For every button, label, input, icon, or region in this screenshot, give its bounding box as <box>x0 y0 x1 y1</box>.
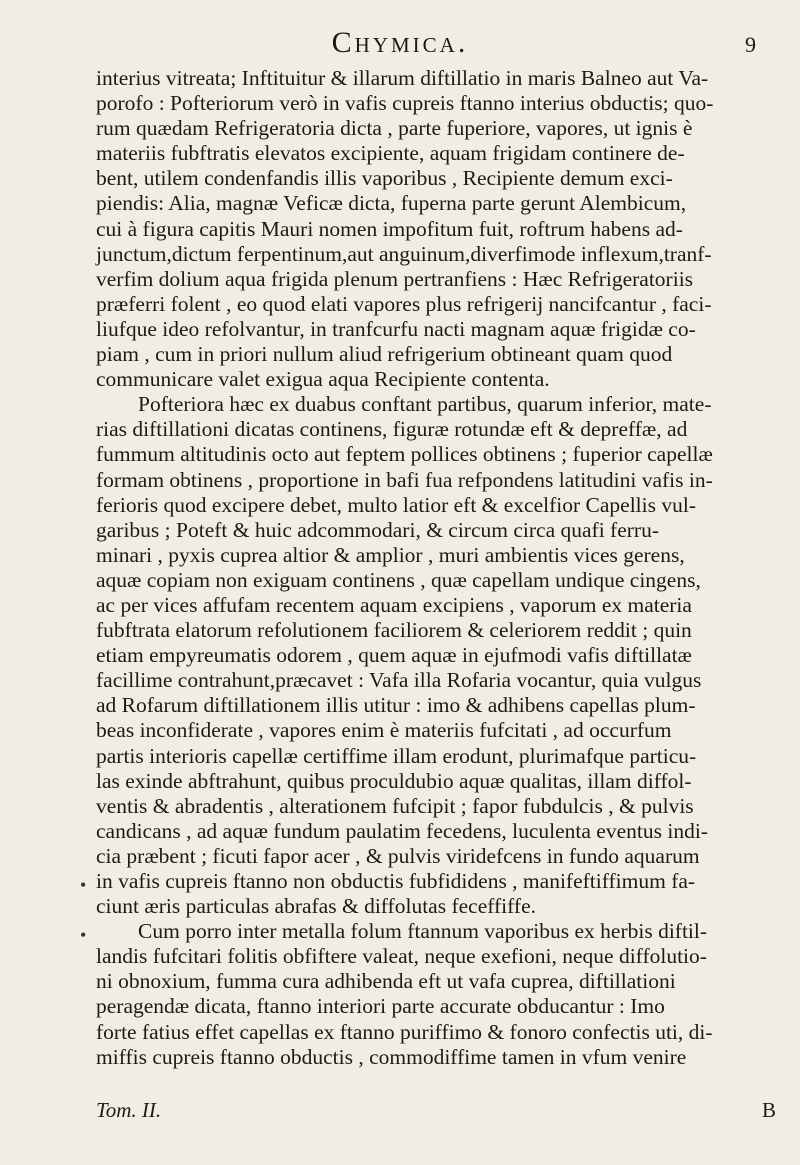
text-line: in vafis cupreis ftanno non obductis fubfididens , manifeftiffimum fa- <box>96 869 696 893</box>
text-line: porofo : Pofteriorum verò in vafis cupreis ftanno interius obductis; quo- <box>96 91 714 116</box>
text-line: candicans , ad aquæ fundum paulatim fecedens, luculenta eventus indi- <box>96 818 708 843</box>
text-line: cui à figura capitis Mauri nomen impofitum fuit, roftrum habens ad- <box>96 216 683 241</box>
text-line: ferioris quod excipere debet, multo latior eft & excelfior Capellis vul- <box>96 492 697 517</box>
page-number: 9 <box>745 32 756 57</box>
running-title: Chymica. <box>331 26 469 59</box>
page-header <box>0 20 800 60</box>
text-line: peragendæ dicata, ftanno interiori parte accurate obducantur : Imo <box>96 994 665 1019</box>
volume-mark: Tom. II. <box>96 1098 162 1122</box>
text-line: rum quædam Refrigeratoria dicta , parte fuperiore, vapores, ut ignis è <box>96 116 693 141</box>
text-line: junctum,dictum ferpentinum,aut anguinum,diverfimode inflexum,tranf- <box>96 241 712 266</box>
text-line: liufque ideo refolvantur, in tranfcurfu nacti magnam aquæ frigidæ co- <box>96 316 696 341</box>
signature-mark: B <box>761 1098 776 1122</box>
text-line: facillime contrahunt,præcavet : Vafa illa Rofaria vocantur, quia vulgus <box>96 668 702 693</box>
text-line: communicare valet exigua aqua Recipiente contenta. <box>96 367 550 392</box>
text-line: piam , cum in priori nullum aliud refrigerium obtineant quam quod <box>96 342 673 367</box>
text-line: rias diftillationi dicatas continens, figuræ rotundæ eft & depreffæ, ad <box>96 417 688 442</box>
text-line: miffis cupreis ftanno obductis , commodiffime tamen in vfum venire <box>96 1044 687 1069</box>
text-line: interius vitreata; Inftituitur & illarum diftillatio in maris Balneo aut Va- <box>96 66 709 90</box>
text-line: ni obnoxium, fumma cura adhibenda eft ut vafa cuprea, diftillationi <box>96 969 676 994</box>
margin-mark: • <box>80 875 87 895</box>
text-line: etiam empyreumatis odorem , quem aquæ in ejufmodi vafis diftillatæ <box>96 643 692 668</box>
text-line: aquæ copiam non exiguam continens , quæ capellam undique cingens, <box>96 567 701 592</box>
text-line: piendis: Alia, magnæ Veficæ dicta, fuperna parte gerunt Alembicum, <box>96 191 687 216</box>
text-line: las exinde abftrahunt, quibus proculdubio aquæ qualitas, illam diffol- <box>96 768 692 793</box>
text-line: beas inconfiderate , vapores enim è materiis fufcitati , ad occurfum <box>96 718 672 743</box>
text-line: garibus ; Poteft & huic adcommodari, & circum circa quafi ferru- <box>96 517 659 542</box>
text-line: cia præbent ; ficuti fapor acer , & pulvis viridefcens in fundo aquarum <box>96 843 700 868</box>
text-line: fubftrata elatorum refolutionem faciliorem & celeriorem reddit ; quin <box>96 618 692 643</box>
text-line: materiis fubftratis elevatos excipiente, aquam frigidam continere de- <box>96 141 685 166</box>
page-footer <box>96 1098 776 1128</box>
text-line: landis fufcitari folitis obfiftere valeat, neque exefioni, neque diffolutio- <box>96 944 707 969</box>
text-line: Cum porro inter metalla folum ftannum vaporibus ex herbis diftil- <box>138 919 708 944</box>
text-line: fummum altitudinis octo aut feptem pollices obtinens ; fuperior capellæ <box>96 442 713 467</box>
text-line: verfim dolium aqua frigida plenum pertranfiens : Hæc Refrigeratoriis <box>96 266 694 291</box>
text-line: bent, utilem condenfandis illis vaporibus , Recipiente demum exci- <box>96 166 673 191</box>
text-line: ciunt æris particulas abrafas & diffolutas feceffiffe. <box>96 894 536 919</box>
margin-mark: • <box>80 925 87 945</box>
text-line: minari , pyxis cuprea altior & amplior , muri ambientis vices gerens, <box>96 542 685 567</box>
text-line: partis interioris capellæ certiffime illam erodunt, plurimafque particu- <box>96 743 697 768</box>
text-line: ventis & abradentis , alterationem fufcipit ; fapor fubdulcis , & pulvis <box>96 793 694 818</box>
text-line: ac per vices affufam recentem aquam excipiens , vaporum ex materia <box>96 592 692 617</box>
text-line: Pofteriora hæc ex duabus conftant partibus, quarum inferior, mate- <box>138 392 712 417</box>
text-line: præferri folent , eo quod elati vapores plus refrigerij nancifcantur , faci- <box>96 291 712 316</box>
body-text <box>96 66 786 1070</box>
text-line: ad Rofarum diftillationem illis utitur : imo & adhibens capellas plum- <box>96 693 696 718</box>
text-line: forte fatius effet capellas ex ftanno puriffimo & fonoro confectis uti, di- <box>96 1019 713 1044</box>
text-line: formam obtinens , proportione in bafi fua refpondens latitudini vafis in- <box>96 467 713 492</box>
